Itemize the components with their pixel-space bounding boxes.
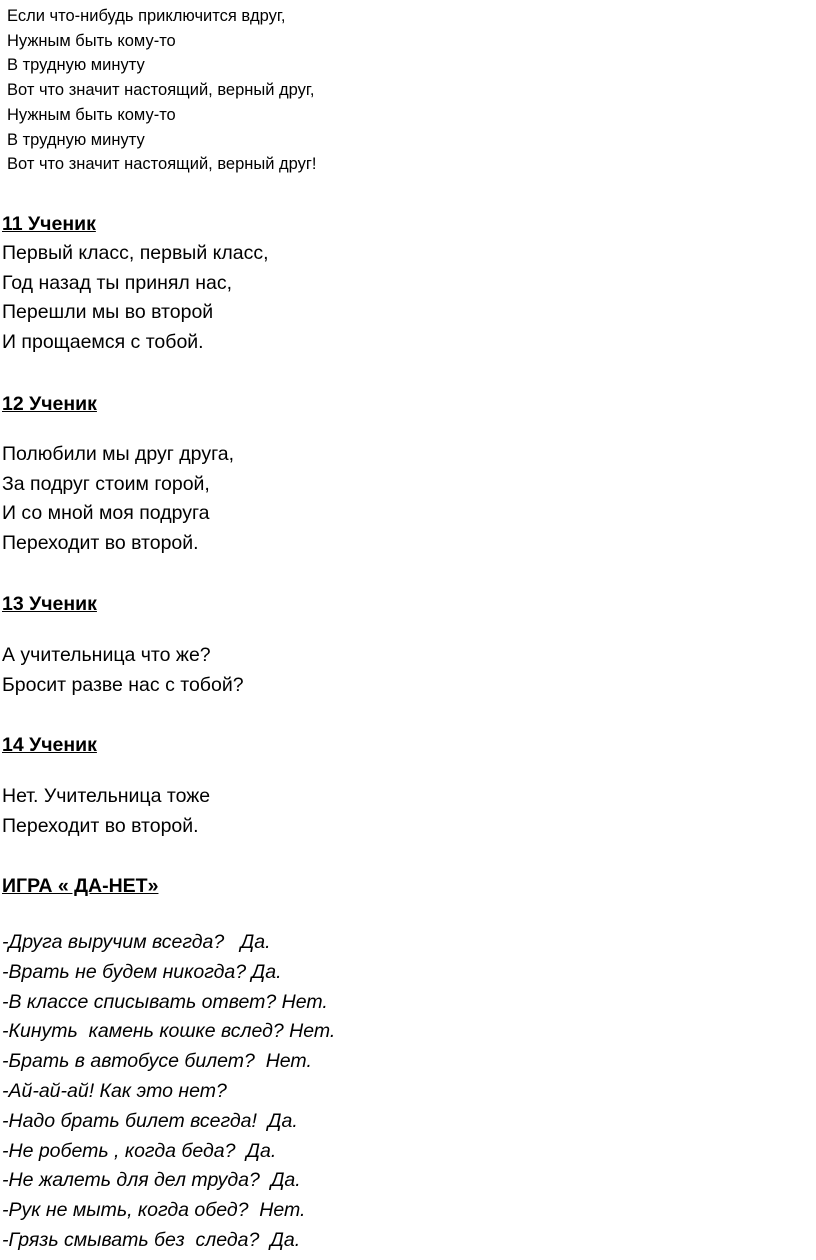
- song-chorus: [7, 4, 317, 177]
- chorus-line: Нужным быть кому-то: [7, 105, 176, 124]
- section-heading-12: 12 Ученик: [2, 393, 97, 415]
- chorus-line: Вот что значит настоящий, верный друг,: [7, 81, 315, 100]
- game-line: -Не робеть , когда беда? Да.: [2, 1139, 277, 1162]
- section-verse-13: [2, 641, 244, 700]
- game-line: -Брать в автобусе билет? Нет.: [2, 1050, 312, 1073]
- section-verse-11: [2, 239, 269, 358]
- verse-line: Первый класс, первый класс,: [2, 242, 269, 264]
- verse-line: Нет. Учительница тоже: [2, 785, 211, 807]
- verse-line: Переходит во второй.: [2, 532, 199, 555]
- game-line: -Не жалеть для дел труда? Да.: [2, 1169, 301, 1192]
- chorus-line: Если что-нибудь приключится вдруг,: [7, 7, 286, 25]
- game-line: -Врать не будем никогда? Да.: [2, 960, 282, 983]
- game-line: -Грязь смывать без следа? Да.: [2, 1228, 301, 1251]
- verse-line: Полюбили мы друг друга,: [2, 443, 235, 465]
- verse-line: Бросит разве нас с тобой?: [2, 673, 244, 696]
- chorus-line: В трудную минуту: [7, 56, 145, 75]
- verse-line: Переходит во второй.: [2, 814, 199, 837]
- game-line: -Кинуть камень кошке вслед? Нет.: [2, 1020, 336, 1043]
- game-heading: ИГРА « ДА-НЕТ»: [2, 875, 159, 897]
- game-line: -Надо брать билет всегда! Да.: [2, 1109, 298, 1132]
- verse-line: И прощаемся с тобой.: [2, 331, 204, 354]
- section-verse-12: [2, 440, 234, 559]
- chorus-line: Нужным быть кому-то: [7, 31, 176, 50]
- game-line: -Ай-ай-ай! Как это нет?: [2, 1079, 227, 1102]
- verse-line: И со мной моя подруга: [2, 502, 210, 525]
- chorus-line: В трудную минуту: [7, 130, 145, 149]
- game-lines: [2, 928, 335, 1256]
- game-line: -Друга выручим всегда? Да.: [2, 931, 271, 953]
- section-heading-11: 11 Ученик: [2, 213, 96, 235]
- section-heading-14: 14 Ученик: [2, 734, 97, 756]
- verse-line: За подруг стоим горой,: [2, 472, 210, 495]
- verse-line: Перешли мы во второй: [2, 301, 214, 324]
- game-line: -В классе списывать ответ? Нет.: [2, 990, 328, 1013]
- verse-line: А учительница что же?: [2, 644, 211, 666]
- section-verse-14: [2, 782, 210, 841]
- section-heading-13: 13 Ученик: [2, 593, 97, 615]
- game-line: -Рук не мыть, когда обед? Нет.: [2, 1199, 306, 1222]
- chorus-line: Вот что значит настоящий, верный друг!: [7, 155, 317, 174]
- verse-line: Год назад ты принял нас,: [2, 271, 233, 294]
